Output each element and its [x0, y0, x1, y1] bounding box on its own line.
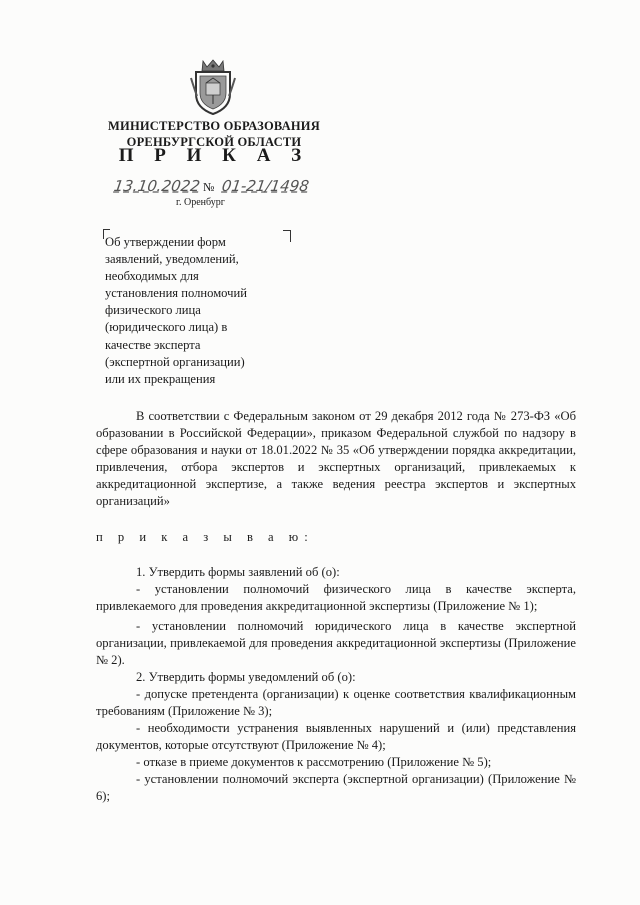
subject-line: (экспертной организации)	[105, 354, 245, 369]
order-number: 01-21/1498	[220, 177, 311, 195]
item-1-title: 1. Утвердить формы заявлений об (о):	[136, 565, 340, 579]
order-date: 13.10.2022	[112, 177, 202, 195]
order-directive-word: п р и к а з ы в а ю:	[96, 530, 314, 544]
ministry-line-1: МИНИСТЕРСТВО ОБРАЗОВАНИЯ	[108, 119, 320, 133]
ministry-line-2: ОРЕНБУРГСКОЙ ОБЛАСТИ	[126, 135, 302, 149]
order-body	[96, 564, 576, 805]
item-2b: - необходимости устранения выявленных нарушений и (или) представления документов, которые отсутствуют (Приложение № 4);	[96, 721, 576, 752]
subject-line: необходимых для	[105, 269, 199, 284]
preamble-paragraph: В соответствии с Федеральным законом от 29 декабря 2012 года № 273-ФЗ «Об образовании в Российской Федерации», приказом Федеральной службой по надзору в сфере образования и науки от 18.01.2022 № 35 «Об утверждении порядка аккредитации, привлечения, отбора экспертов и экспертных организаций, привлекаемых к аккредитационной экспертизе, а также ведения реестра экспертов и экспертных организаций»	[96, 409, 576, 508]
item-2d: - установлении полномочий эксперта (экспертной организации) (Приложение № 6);	[96, 772, 576, 803]
subject-line: установления полномочий	[105, 286, 247, 301]
subject-line: качестве эксперта	[105, 337, 201, 352]
city-label: г. Оренбург	[176, 197, 225, 208]
order-title: П Р И К А З	[118, 145, 310, 166]
subject-line: (юридического лица) в	[105, 320, 228, 335]
subject-line: заявлений, уведомлений,	[105, 252, 239, 267]
item-2-title: 2. Утвердить формы уведомлений об (о):	[136, 670, 356, 684]
subject-line: или их прекращения	[105, 371, 216, 386]
item-1b: - установлении полномочий юридического лица в качестве экспертной организации, привлекаемой для проведения аккредитационной экспертизы (Приложение № 2).	[96, 619, 576, 667]
coat-of-arms-emblem	[188, 58, 238, 116]
number-sign: №	[203, 180, 215, 194]
item-1a: - установлении полномочий физического лица в качестве эксперта, привлекаемого для проведения аккредитационной экспертизы (Приложение № 1);	[96, 582, 576, 613]
item-2a: - допуске претендента (организации) к оценке соответствия квалификационным требованиям (Приложение № 3);	[96, 687, 576, 718]
subject-line: физического лица	[105, 303, 201, 318]
order-subject	[105, 234, 305, 388]
subject-line: Об утверждении форм	[105, 235, 226, 249]
item-2c: - отказе в приеме документов к рассмотрению (Приложение № 5);	[136, 755, 492, 769]
